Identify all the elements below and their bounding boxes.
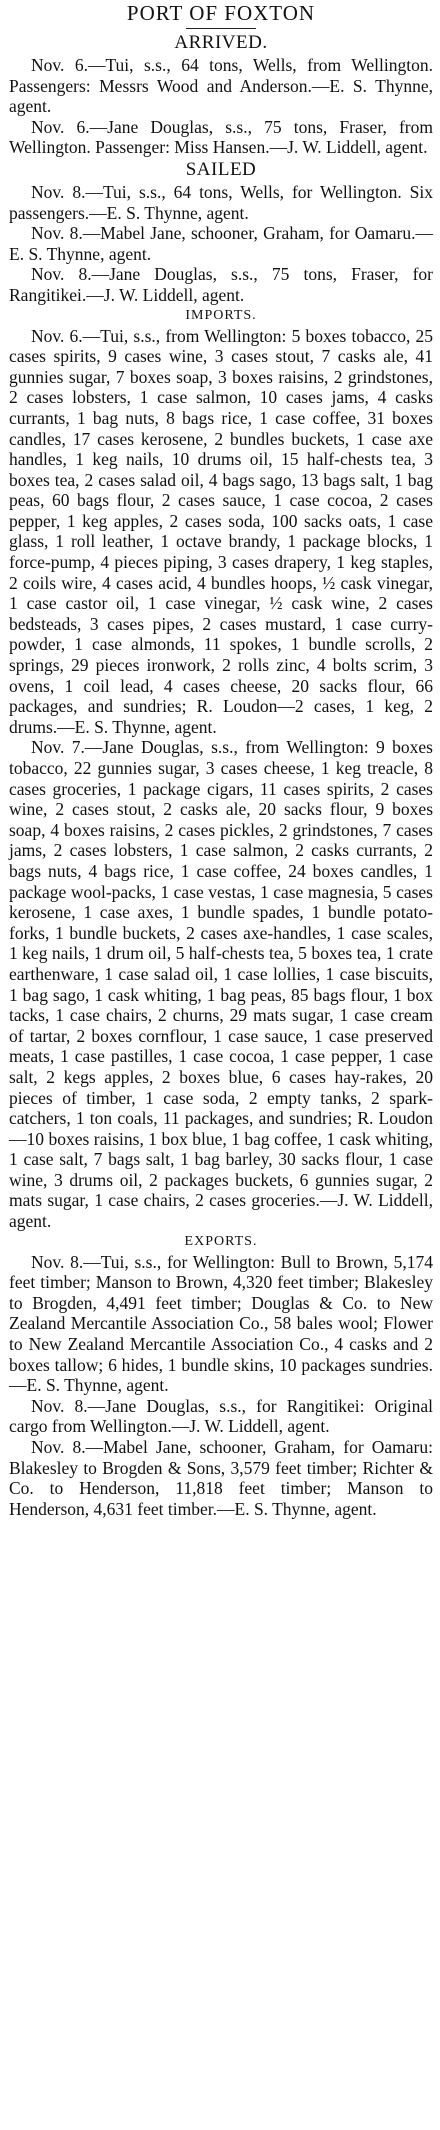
arrived-heading: ARRIVED. (174, 32, 268, 53)
article-title: PORT OF FOXTON (126, 1, 316, 25)
sailed-entry-1: Nov. 8.—Tui, s.s., 64 tons, Wells, for Wellington. Six passengers.—E. S. Thynne, agent. (9, 181, 433, 223)
sailed-section (9, 158, 433, 306)
arrived-entry-1: Nov. 6.—Tui, s.s., 64 tons, Wells, from Wellington. Passengers: Messrs Wood and Anderson.—E. S. Thynne, agent. (9, 55, 433, 117)
imports-section (9, 306, 433, 1232)
sailed-heading: SAILED (185, 158, 257, 180)
sailed-entry-2: Nov. 8.—Mabel Jane, schooner, Graham, for Oamaru.—E. S. Thynne, agent. (9, 223, 433, 264)
sailed-entry-3: Nov. 8.—Jane Douglas, s.s., 75 tons, Fraser, for Rangitikei.—J. W. Liddell, agent. (9, 264, 433, 305)
exports-entry-1: Nov. 8.—Tui, s.s., for Wellington: Bull to Brown, 5,174 feet timber; Manson to Brown, 4,320 feet timber; Blakesley to Brogden, 4,491 feet timber; Douglas & Co. to New Zealand Mercantile Association Co., 58 bales wool; Flower to New Zealand Mercantile Association Co., 4 casks and 2 boxes tallow; 6 hides, 1 bundle skins, 10 packages sundries.—E. S. Thynne, agent. (9, 1251, 433, 1396)
arrived-section (9, 31, 433, 158)
exports-heading: EXPORTS. (184, 1233, 258, 1249)
exports-entry-3: Nov. 8.—Mabel Jane, schooner, Graham, for Oamaru: Blakesley to Brogden & Sons, 3,579 feet timber; Richter & Co. to Henderson, 11,818 feet timber; Manson to Henderson, 4,631 feet timber.—E. S. Thynne, agent. (9, 1437, 433, 1519)
title-rule (186, 28, 256, 29)
imports-heading: IMPORTS. (185, 307, 257, 323)
exports-section (9, 1232, 433, 1520)
exports-entry-2: Nov. 8.—Jane Douglas, s.s., for Rangitikei: Original cargo from Wellington.—J. W. Liddell, agent. (9, 1395, 433, 1437)
imports-entry-1: Nov. 6.—Tui, s.s., from Wellington: 5 boxes tobacco, 25 cases spirits, 9 cases wine, 3 cases stout, 7 casks ale, 41 gunnies sugar, 7 boxes soap, 3 boxes raisins, 2 grindstones, 2 cases lobsters, 1 case salmon, 10 cases jams, 4 casks currants, 1 bag nuts, 8 bags rice, 1 case coffee, 31 boxes candles, 17 cases kerosene, 2 bundles buckets, 1 case axe handles, 1 keg nails, 10 drums oil, 15 half-chests tea, 3 boxes tea, 2 cases salad oil, 4 bags sago, 13 bags salt, 1 bag peas, 60 bags flour, 2 cases sauce, 1 case cocoa, 2 cases pepper, 1 keg apples, 2 cases soda, 100 sacks oats, 1 case glass, 1 roll leather, 1 octave brandy, 1 package blocks, 1 force-pump, 4 pieces piping, 3 cases drapery, 1 keg staples, 2 coils wire, 4 cases acid, 4 bundles hoops, ½ cask vinegar, 1 case castor oil, 1 case vinegar, ½ cask wine, 2 cases bedsteads, 3 cases pipes, 2 cases mustard, 1 case curry-powder, 1 case almonds, 11 spokes, 1 bundle scrolls, 2 springs, 29 pieces ironwork, 2 rolls zinc, 4 bolts scrim, 3 ovens, 1 coil lead, 4 cases cheese, 20 sacks flour, 66 packages, and sundries; R. Loudon—2 cases, 1 keg, 2 drums.—E. S. Thynne, agent. (9, 325, 433, 737)
imports-entry-2: Nov. 7.—Jane Douglas, s.s., from Wellington: 9 boxes tobacco, 22 gunnies sugar, 3 cases cheese, 1 keg treacle, 8 cases groceries, 1 package cigars, 11 cases spirits, 2 cases wine, 2 cases stout, 2 casks ale, 20 sacks flour, 9 boxes soap, 4 boxes raisins, 2 cases pickles, 2 grindstones, 7 cases jams, 2 cases lobsters, 1 case salmon, 2 casks currants, 2 bags nuts, 4 bags rice, 1 case coffee, 24 boxes candles, 1 package wool-packs, 1 case vestas, 1 case magnesia, 5 cases kerosene, 1 case axes, 1 bundle spades, 1 bundle potato-forks, 1 bundle buckets, 2 cases axe-handles, 1 case scales, 1 keg nails, 1 drum oil, 5 half-chests tea, 5 boxes tea, 1 crate earthenware, 1 case salad oil, 1 case lollies, 1 case biscuits, 1 bag sago, 1 cask whiting, 1 bag peas, 85 bags flour, 1 box tacks, 1 case chairs, 2 churns, 29 mats sugar, 1 case cream of tartar, 2 boxes cornflour, 1 case sauce, 1 case preserved meats, 1 case pastilles, 1 case cocoa, 1 case pepper, 1 case salt, 2 kegs apples, 2 boxes blue, 6 cases hay-rakes, 20 pieces of timber, 1 case soda, 2 empty tanks, 2 spark-catchers, 1 ton coals, 11 packages, and sundries; R. Loudon—10 boxes raisins, 1 box blue, 1 bag coffee, 1 cask whiting, 1 case salt, 7 bags salt, 1 bag barley, 30 sacks flour, 1 case wine, 3 drums oil, 2 packages buckets, 6 gunnies sugar, 2 mats sugar, 1 case chairs, 2 cases groceries.—J. W. Liddell, agent. (9, 737, 433, 1232)
arrived-entry-2: Nov. 6.—Jane Douglas, s.s., 75 tons, Fraser, from Wellington. Passenger: Miss Hansen.—J. W. Liddell, agent. (9, 116, 433, 158)
